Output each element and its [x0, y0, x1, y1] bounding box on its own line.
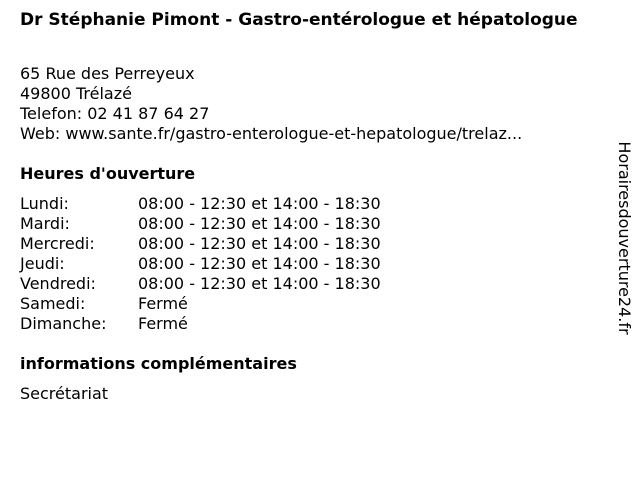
day-label: Lundi:: [20, 194, 69, 213]
city-postal: 49800 Trélazé: [20, 84, 132, 103]
time-value: 08:00 - 12:30 et 14:00 - 18:30: [138, 194, 381, 213]
hours-row-wednesday: [20, 234, 381, 254]
hours-row-friday: [20, 274, 381, 294]
hours-row-monday: [20, 194, 381, 214]
hours-row-tuesday: [20, 214, 381, 234]
time-value: 08:00 - 12:30 et 14:00 - 18:30: [138, 214, 381, 233]
day-label: Mercredi:: [20, 234, 95, 253]
page-title: Dr Stéphanie Pimont - Gastro-entérologue et hépatologue: [20, 10, 578, 30]
day-label: Samedi:: [20, 294, 86, 313]
day-label: Mardi:: [20, 214, 70, 233]
street-address: 65 Rue des Perreyeux: [20, 64, 195, 83]
day-label: Dimanche:: [20, 314, 107, 333]
time-value: Fermé: [138, 314, 188, 333]
site-watermark: Horairesdouverture24.fr: [615, 141, 634, 335]
time-value: Fermé: [138, 294, 188, 313]
opening-hours-table: [20, 194, 381, 334]
time-value: 08:00 - 12:30 et 14:00 - 18:30: [138, 254, 381, 273]
time-value: 08:00 - 12:30 et 14:00 - 18:30: [138, 234, 381, 253]
website-link[interactable]: Web: www.sante.fr/gastro-enterologue-et-hepatologue/trelaz...: [20, 124, 523, 143]
opening-hours-heading: Heures d'ouverture: [20, 164, 196, 183]
day-label: Vendredi:: [20, 274, 96, 293]
additional-info-text: Secrétariat: [20, 384, 109, 403]
time-value: 08:00 - 12:30 et 14:00 - 18:30: [138, 274, 381, 293]
additional-info-heading: informations complémentaires: [20, 354, 297, 373]
hours-row-sunday: [20, 314, 381, 334]
hours-row-saturday: [20, 294, 381, 314]
hours-row-thursday: [20, 254, 381, 274]
phone-number: Telefon: 02 41 87 64 27: [20, 104, 210, 123]
day-label: Jeudi:: [20, 254, 65, 273]
address-block: [20, 64, 600, 144]
